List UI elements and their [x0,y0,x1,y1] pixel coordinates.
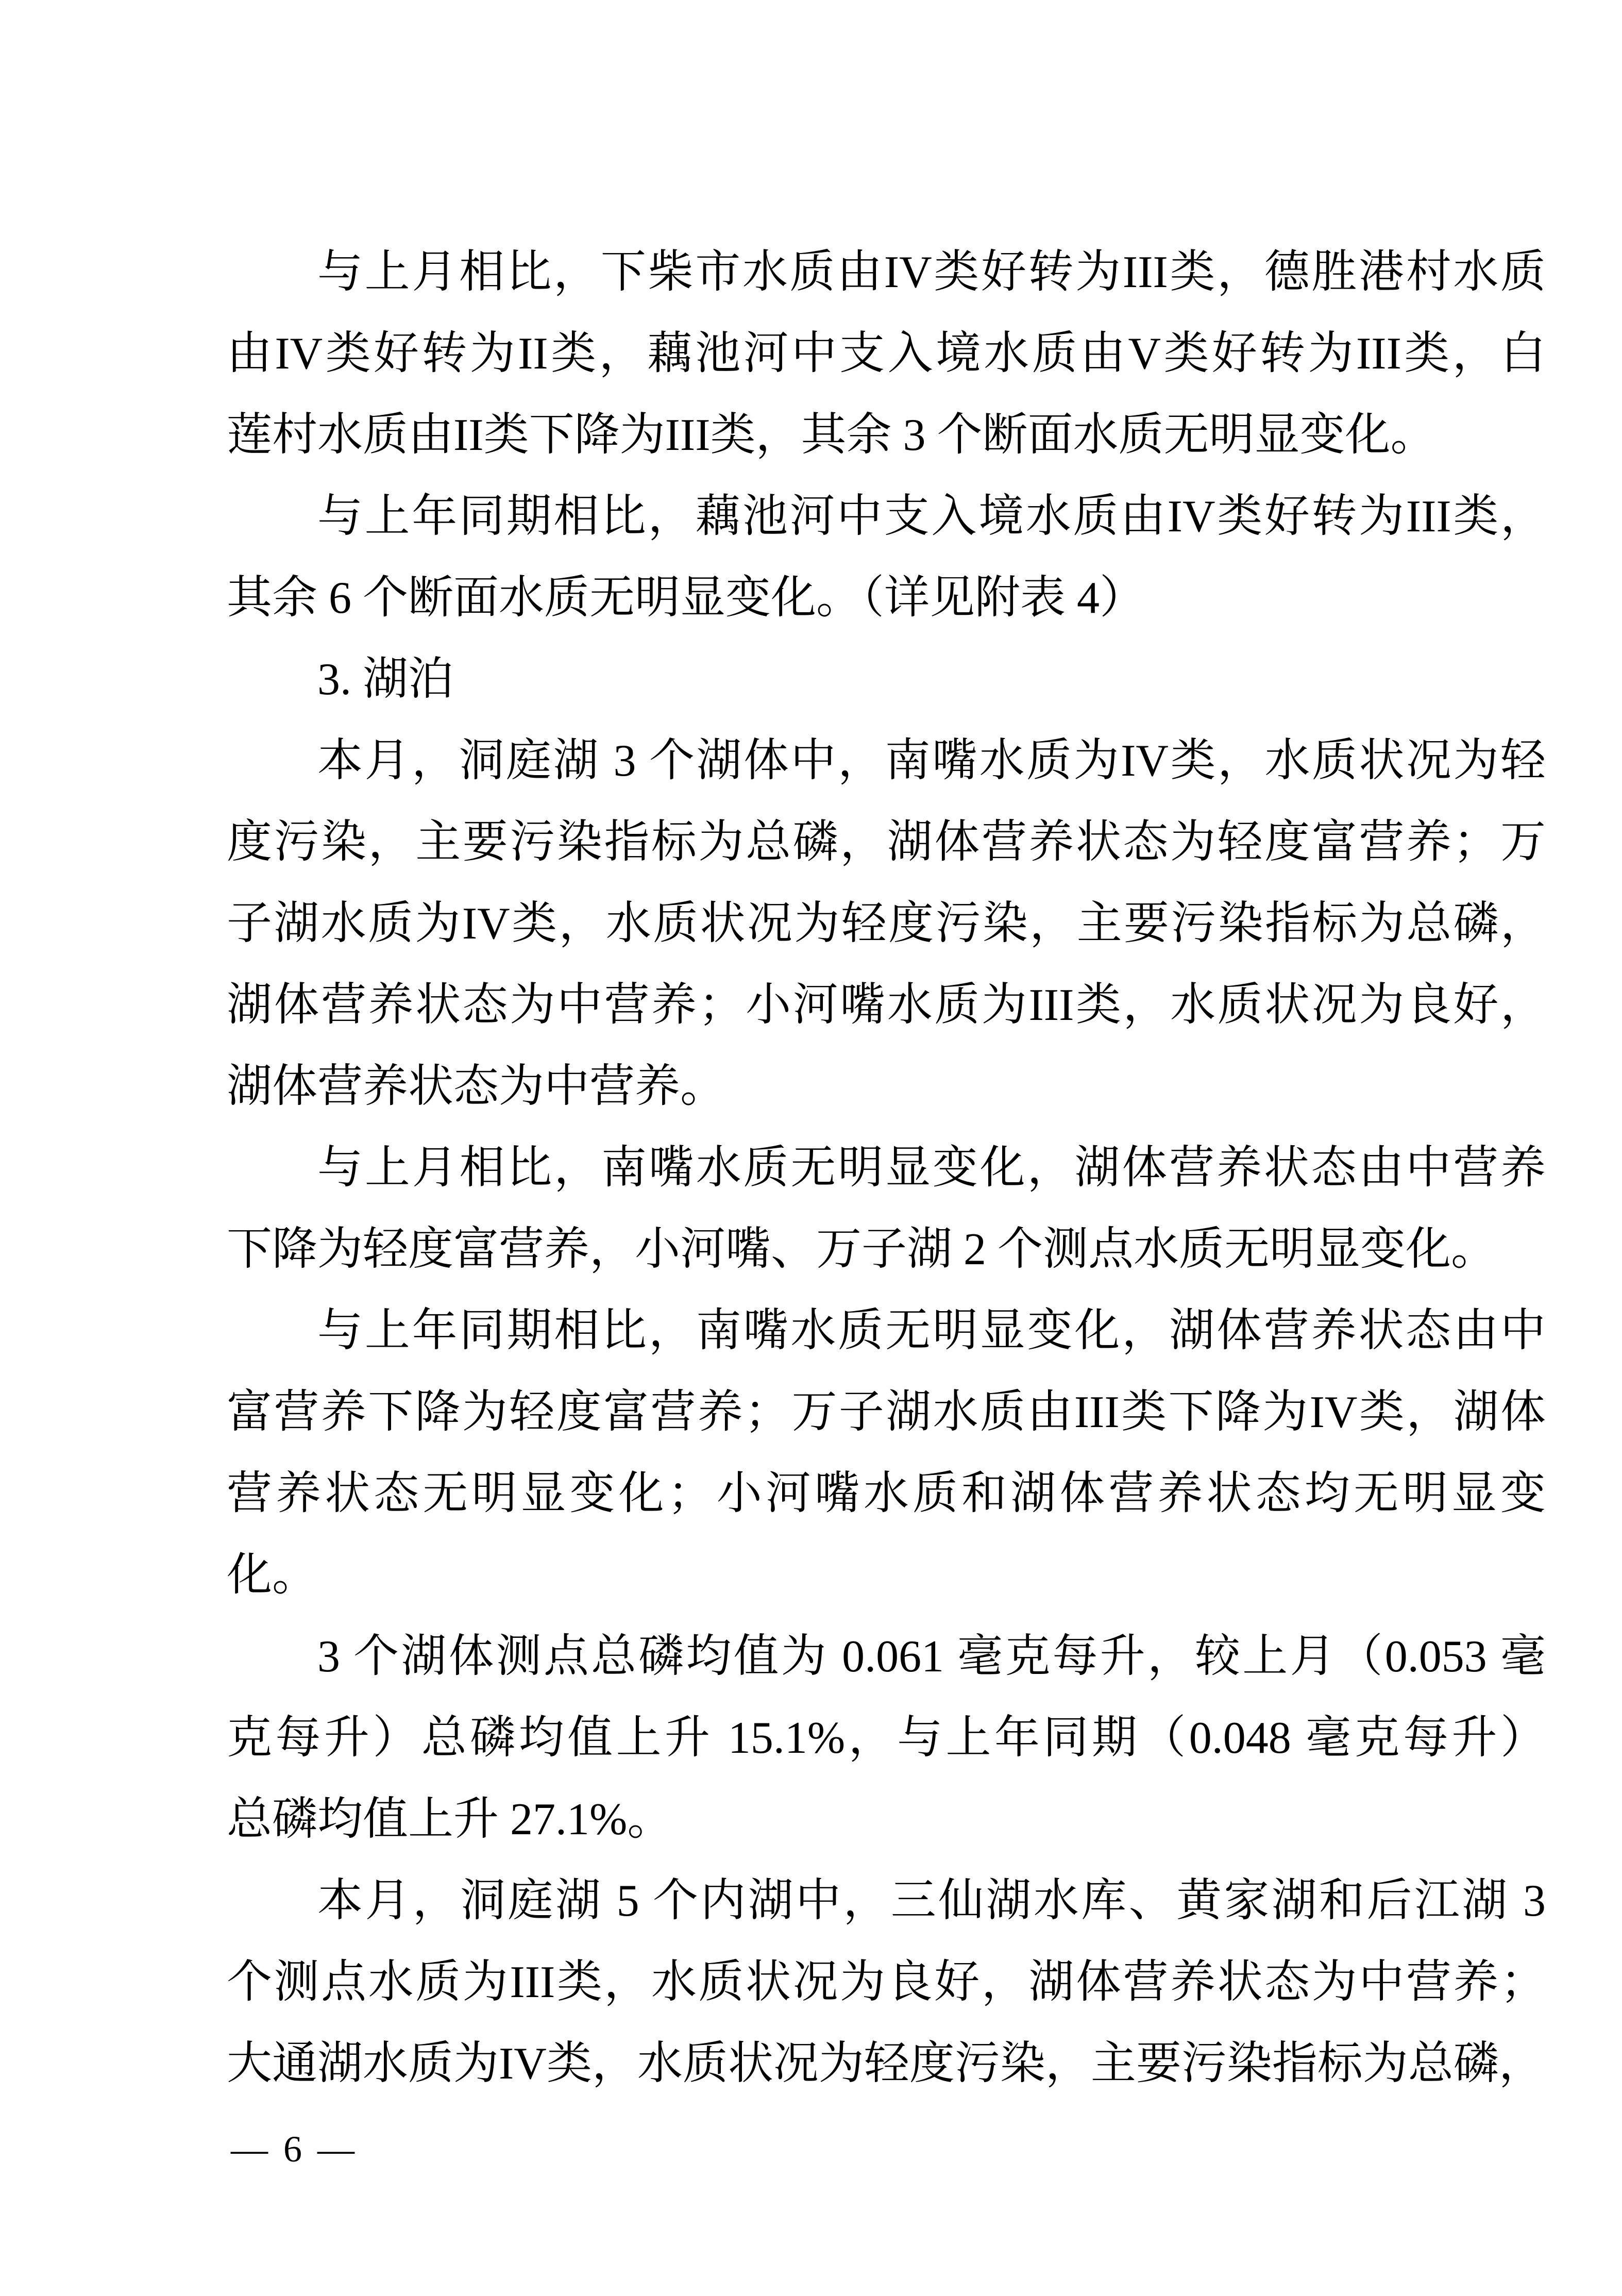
text-line: 湖体营养状态为中营养。 [227,1062,726,1112]
text-line: 大通湖水质为IV类，水质状况为轻度污染，主要污染指标为总磷， [227,2039,1544,2089]
text-line: 总磷均值上升 27.1%。 [227,1795,673,1845]
text-line: 湖体营养状态为中营养；小河嘴水质为III类，水质状况为良好， [227,980,1546,1030]
paragraph-lake-current-month [227,720,1546,1128]
body-text-block [227,232,1546,2105]
paragraph-river-month-comparison [227,232,1546,476]
text-line: 与上年同期相比，藕池河中支入境水质由IV类好转为III类， [317,492,1546,542]
text-line: 其余 6 个断面水质无明显变化。（详见附表 4） [227,573,1145,623]
text-line: 莲村水质由II类下降为III类，其余 3 个断面水质无明显变化。 [227,410,1436,460]
paragraph-total-phosphorus-values [227,1616,1546,1861]
paragraph-lake-year-comparison [227,1291,1546,1616]
text-line: 度污染，主要污染指标为总磷，湖体营养状态为轻度富营养；万 [227,817,1546,867]
text-line: 富营养下降为轻度富营养；万子湖水质由III类下降为IV类，湖体 [227,1387,1546,1437]
text-line: 营养状态无明显变化；小河嘴水质和湖体营养状态均无明显变 [227,1469,1546,1519]
text-line: 克每升）总磷均值上升 15.1%，与上年同期（0.048 毫克每升） [227,1713,1546,1763]
section-heading-lakes [227,639,1546,720]
text-line: 与上年同期相比，南嘴水质无明显变化，湖体营养状态由中 [317,1306,1546,1356]
footer-page-number: — 6 — [231,2129,358,2170]
text-line: 化。 [227,1550,318,1600]
text-line: 下降为轻度富营养，小河嘴、万子湖 2 个测点水质无明显变化。 [227,1225,1497,1275]
text-line: 本月，洞庭湖 5 个内湖中，三仙湖水库、黄家湖和后江湖 3 [317,1876,1546,1926]
text-line: 由IV类好转为II类，藕池河中支入境水质由V类好转为III类，白 [227,329,1546,379]
paragraph-river-year-comparison [227,476,1546,639]
text-line: 个测点水质为III类，水质状况为良好，湖体营养状态为中营养； [227,1957,1546,2007]
paragraph-lake-month-comparison [227,1128,1546,1291]
text-line: 本月，洞庭湖 3 个湖体中，南嘴水质为IV类，水质状况为轻 [317,736,1546,786]
section-heading-line: 3. 湖泊 [317,655,454,705]
text-line: 与上月相比，南嘴水质无明显变化，湖体营养状态由中营养 [317,1143,1546,1193]
text-line: 与上月相比，下柴市水质由IV类好转为III类，德胜港村水质 [317,247,1546,297]
paragraph-inner-lakes [227,1861,1546,2105]
text-line: 3 个湖体测点总磷均值为 0.061 毫克每升，较上月（0.053 毫 [317,1632,1546,1682]
text-line: 子湖水质为IV类，水质状况为轻度污染，主要污染指标为总磷， [227,899,1546,949]
